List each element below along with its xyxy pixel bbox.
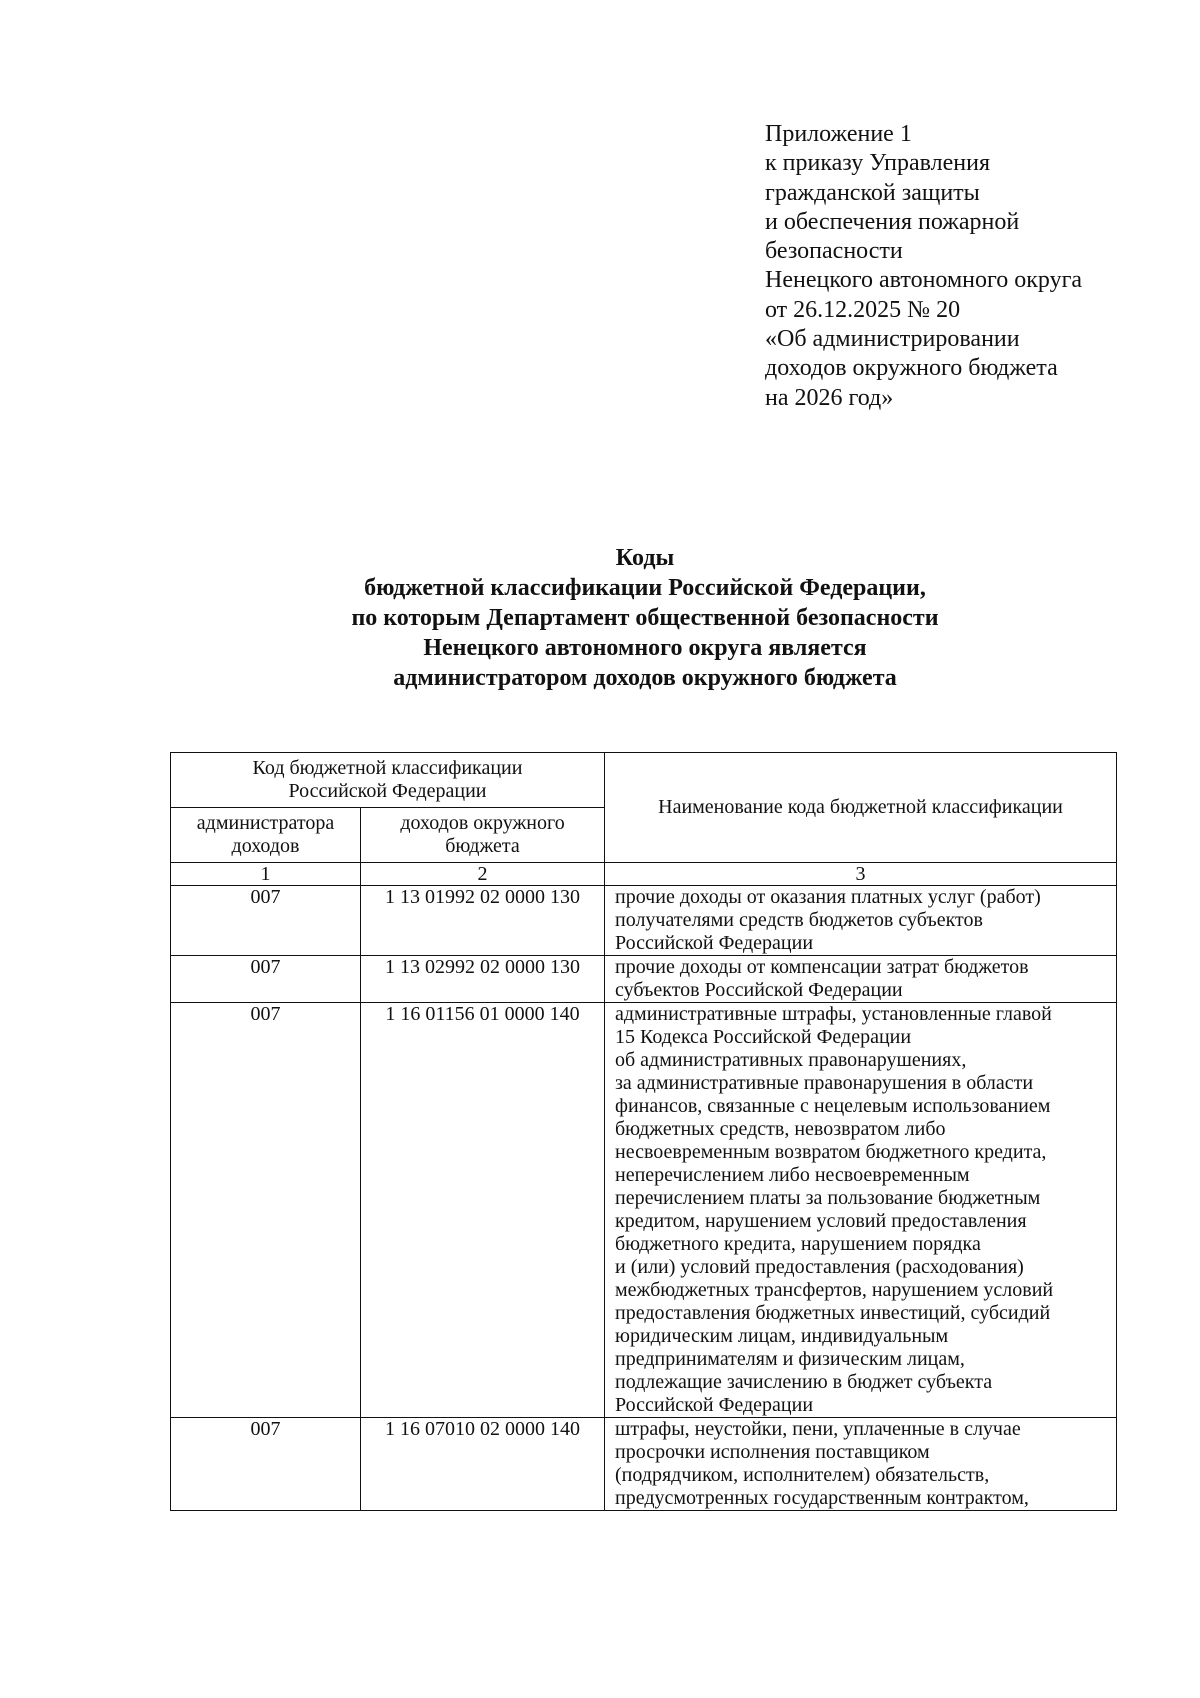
code-name-line: предоставления бюджетных инвестиций, субсидий — [615, 1302, 1051, 1324]
code-name-line: субъектов Российской Федерации — [615, 979, 903, 1001]
title-line: администратором доходов окружного бюджета — [393, 665, 897, 691]
code-name-line: получателями средств бюджетов субъектов — [615, 909, 983, 931]
appendix-line: и обеспечения пожарной — [765, 208, 1020, 235]
income-code-cell: 1 16 07010 02 0000 140 — [361, 1418, 605, 1511]
code-name-line: об административных правонарушениях, — [615, 1049, 967, 1071]
code-name-line: финансов, связанные с нецелевым использованием — [615, 1095, 1051, 1117]
code-name-line: подлежащие зачислению в бюджет субъекта — [615, 1371, 993, 1393]
income-code-cell: 1 13 01992 02 0000 130 — [361, 886, 605, 956]
header-admin-cell — [171, 808, 361, 863]
header-admin-line: администратора — [196, 812, 335, 834]
header-code-cell — [361, 808, 605, 863]
column-number: 3 — [605, 863, 1117, 886]
code-name-line: несвоевременным возвратом бюджетного кредита, — [615, 1141, 1047, 1163]
code-name-line: просрочки исполнения поставщиком — [615, 1441, 930, 1463]
code-name-line: бюджетных средств, невозвратом либо — [615, 1118, 946, 1140]
code-name-line: юридическим лицам, индивидуальным — [615, 1325, 949, 1347]
appendix-line: доходов окружного бюджета — [765, 355, 1058, 382]
code-name-line: бюджетного кредита, нарушением порядка — [615, 1233, 981, 1255]
appendix-line: Приложение 1 — [765, 121, 912, 147]
header-group-line: Российской Федерации — [288, 780, 487, 802]
code-name-cell — [605, 1003, 1117, 1418]
income-code-cell: 1 13 02992 02 0000 130 — [361, 956, 605, 1003]
title-line: Ненецкого автономного округа является — [423, 635, 867, 661]
header-code-line: доходов окружного — [400, 812, 565, 834]
header-code-line: бюджета — [445, 835, 520, 857]
code-name-cell — [605, 886, 1117, 956]
column-numbers-row — [171, 863, 1117, 886]
code-name-line: предпринимателям и физическим лицам, — [615, 1348, 965, 1370]
code-name-line: штрафы, неустойки, пени, уплаченные в случае — [615, 1418, 1021, 1440]
code-name-line: перечислением платы за пользование бюджетным — [615, 1187, 1041, 1209]
title-line: бюджетной классификации Российской Федерации, — [364, 575, 926, 601]
code-name-line: прочие доходы от компенсации затрат бюджетов — [615, 956, 1029, 978]
code-name-line: (подрядчиком, исполнителем) обязательств, — [615, 1464, 990, 1486]
code-name-line: Российской Федерации — [615, 1394, 814, 1416]
header-name-text: Наименование кода бюджетной классификации — [658, 796, 1063, 818]
code-name-line: за административные правонарушения в области — [615, 1072, 1034, 1094]
appendix-line: Ненецкого автономного округа — [765, 267, 1083, 294]
document-title — [0, 543, 1200, 693]
classification-table — [170, 752, 1117, 1511]
code-name-cell — [605, 1418, 1117, 1511]
header-name-cell — [605, 753, 1117, 863]
appendix-line: «Об администрировании — [765, 326, 1020, 353]
appendix-line: на 2026 год» — [765, 384, 894, 411]
table-row — [171, 1418, 1117, 1511]
header-group-line: Код бюджетной классификации — [252, 757, 523, 779]
admin-code-cell: 007 — [171, 1418, 361, 1511]
table-row — [171, 886, 1117, 956]
code-name-line: Российской Федерации — [615, 932, 814, 954]
code-name-line: прочие доходы от оказания платных услуг (работ) — [615, 886, 1041, 908]
code-name-line: межбюджетных трансфертов, нарушением условий — [615, 1279, 1054, 1301]
admin-code-cell: 007 — [171, 1003, 361, 1418]
header-group-cell — [171, 753, 605, 808]
appendix-line: гражданской защиты — [765, 179, 980, 206]
admin-code-cell: 007 — [171, 956, 361, 1003]
header-admin-line: доходов — [231, 835, 300, 857]
code-name-line: кредитом, нарушением условий предоставления — [615, 1210, 1027, 1232]
title-line: Коды — [615, 545, 675, 571]
title-line: по которым Департамент общественной безопасности — [351, 605, 939, 631]
appendix-line: к приказу Управления — [765, 150, 991, 177]
table-row — [171, 956, 1117, 1003]
appendix-block — [765, 120, 1082, 413]
code-name-line: 15 Кодекса Российской Федерации — [615, 1026, 912, 1048]
code-name-line: неперечислением либо несвоевременным — [615, 1164, 970, 1186]
code-name-cell — [605, 956, 1117, 1003]
appendix-line: от 26.12.2025 № 20 — [765, 296, 961, 323]
code-name-line: и (или) условий предоставления (расходования) — [615, 1256, 1024, 1278]
column-number: 1 — [171, 863, 361, 886]
admin-code-cell: 007 — [171, 886, 361, 956]
code-name-line: административные штрафы, установленные главой — [615, 1003, 1052, 1025]
appendix-line: безопасности — [765, 238, 903, 265]
income-code-cell: 1 16 01156 01 0000 140 — [361, 1003, 605, 1418]
code-name-line: предусмотренных государственным контрактом, — [615, 1487, 1029, 1509]
column-number: 2 — [361, 863, 605, 886]
table-row — [171, 1003, 1117, 1418]
header-row — [171, 753, 1117, 808]
